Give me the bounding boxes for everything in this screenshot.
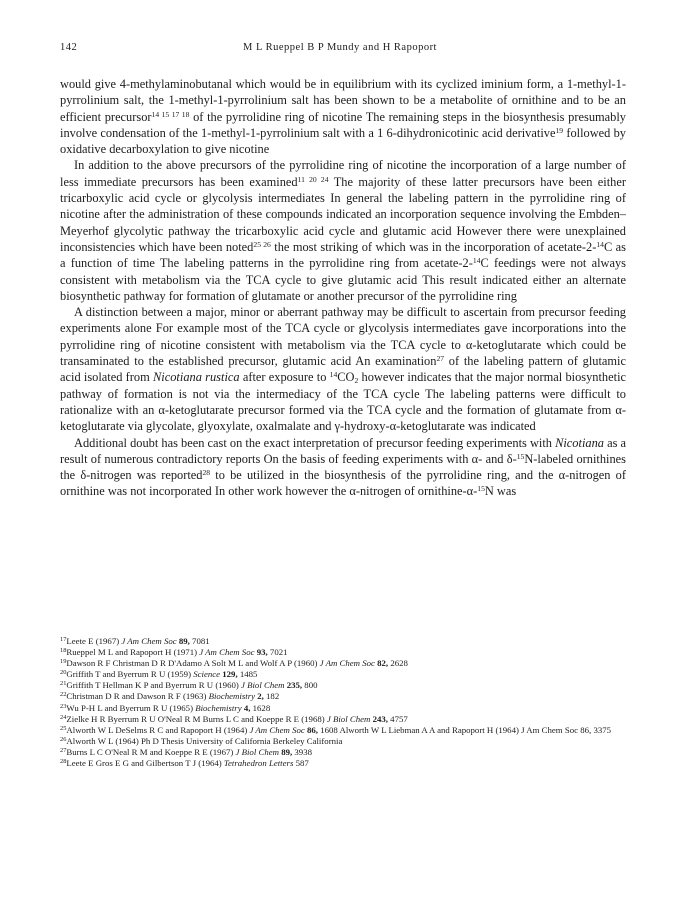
citation-superscript: 19	[555, 125, 564, 135]
citation-superscript: 28	[202, 468, 211, 478]
footnote-journal: J Am Chem Soc	[121, 636, 177, 646]
footnote	[60, 747, 626, 758]
footnote-journal: J Am Chem Soc	[319, 658, 375, 669]
paragraph-text: Additional doubt has been cast on the exact interpretation of precursor feeding experiments with	[74, 435, 556, 450]
footnote	[60, 647, 626, 658]
paragraph-text: however indicates that the major normal biosynthetic pathway of formation is not via the intermediacy of the TCA cycle The labeling patterns were difficult to rationalize with an α-ketoglutarate precursor formed via the TCA cycle and the formation of glutamate from α-ketoglutarate via glycolate, glyoxylate, oxalmalate and γ-hydroxy-α-ketoglutarate was indicated	[60, 370, 627, 434]
footnote-number: 28	[60, 758, 67, 766]
footnote-pages: 7021	[267, 647, 288, 658]
footnote-pages: 1628	[250, 702, 271, 713]
paragraph-text: CO	[337, 370, 355, 385]
paragraph-text: would give 4-methylaminobutanal which would be in equilibrium with its cyclized iminium form, a 1-methyl-1-pyrrolinium salt, the 1-methyl-1-pyrrolinium salt has been shown to be a metabolite of ornithine and to be an efficient precursor	[60, 77, 626, 124]
footnote-number: 20	[60, 669, 67, 677]
isotope-superscript: 15	[477, 484, 485, 494]
citation-superscript: 27	[436, 354, 445, 364]
footnote-pages: 587	[293, 758, 309, 769]
footnote-volume: 93,	[254, 647, 268, 658]
isotope-superscript: 14	[596, 239, 604, 249]
footnote-journal: Biochemistry	[208, 691, 256, 702]
paragraph-text: as a result of numerous contradictory reports On the basis of feeding experiments with α- and δ-	[60, 435, 626, 466]
footnote-volume: 235,	[284, 680, 303, 691]
footnote	[60, 714, 626, 725]
paragraph-text: C as a function of time The labeling patterns in the pyrrolidine ring from acetate-2-	[60, 239, 626, 271]
footnote-number: 24	[60, 713, 67, 721]
paragraph-text: In addition to the above precursors of the pyrrolidine ring of nicotine the incorporation of a large number of less immediate precursors has been examined	[60, 158, 626, 189]
footnote-journal: J Biol Chem	[241, 680, 285, 691]
isotope-superscript: 15	[516, 451, 525, 461]
page-header	[60, 42, 620, 58]
footnote-authors: Alworth W L DeSelms R C and Rapoport H (1964)	[66, 724, 250, 735]
citation-superscript: 11 20 24	[297, 174, 329, 184]
footnote	[60, 669, 626, 680]
footnote-pages: 1485	[237, 669, 258, 680]
paragraph-3	[60, 304, 626, 434]
footnotes	[60, 636, 626, 769]
paragraph-text: C feedings were not always consistent with metabolism via the TCA cycle to give glutamic acid This result indicated either an alternate biosynthetic pathway for formation of glutamate or another precursor of the pyrrolidine ring	[60, 256, 626, 303]
citation-superscript: 25 26	[253, 239, 271, 249]
species-name: Nicotiana rustica	[153, 370, 240, 385]
paragraph-text: N-labeled ornithines the δ-nitrogen was reported	[60, 451, 626, 483]
footnote-pages: 800	[302, 680, 318, 691]
footnote-number: 27	[60, 746, 67, 754]
citation-superscript: 14 15 17 18	[151, 109, 190, 119]
footnote-volume: 4,	[241, 702, 251, 713]
footnote-authors: Christman D R and Dawson R F (1963)	[66, 691, 209, 702]
paragraph-text: the most striking of which was in the incorporation of acetate-2-	[270, 239, 597, 254]
footnote	[60, 736, 626, 747]
footnote-pages: 2628	[388, 658, 408, 669]
paragraph-text: of the pyrrolidine ring of nicotine The remaining steps in the biosynthesis presumably involve condensation of the 1-methyl-1-pyrrolinium salt with a 1 6-dihydronicotinic acid derivative	[60, 109, 626, 140]
footnote-journal: J Am Chem Soc	[249, 724, 305, 735]
paragraph-text: followed by oxidative decarboxylation to give nicotine	[60, 125, 626, 157]
footnote-number: 19	[60, 658, 67, 666]
paragraph-2	[60, 157, 626, 304]
footnote-journal: Tetrahedron Letters	[223, 758, 294, 769]
footnote-pages: 3938	[292, 746, 312, 757]
running-head: M L Rueppel B P Mundy and H Rapoport	[243, 42, 437, 53]
footnote-authors: Alworth W L (1964) Ph D Thesis University of California Berkeley California	[66, 735, 343, 746]
footnote-authors: Griffith T Hellman K P and Byerrum R U (1960)	[66, 680, 242, 691]
footnote-authors: Dawson R F Christman D R D'Adamo A Solt M L and Wolf A P (1960)	[66, 658, 320, 669]
footnote-number: 18	[60, 647, 67, 655]
subscript: 2	[354, 376, 359, 386]
footnote-pages: 7081	[189, 636, 210, 646]
footnote-authors: Rueppel M L and Rapoport H (1971)	[66, 647, 200, 658]
footnote-number: 23	[60, 702, 67, 710]
footnote-volume: 89,	[279, 746, 293, 757]
paragraph-text: The majority of these latter precursors have been either tricarboxylic acid cycle or glycolysis intermediates In general the labeling pattern in the pyrrolidine ring of nicotine after the administration of these compounds indicated an incorporation sequence involving the Embden–Meyerhof glycolytic pathway the tricarboxylic acid cycle and glutamic acid However there were unexplained inconsistencies which have been noted	[60, 174, 627, 254]
footnote-pages: 182	[263, 691, 280, 702]
footnote-pages: 4757	[387, 713, 408, 724]
footnote-journal: J Biol Chem	[326, 713, 371, 724]
footnote-authors: Griffith T and Byerrum R U (1959)	[66, 669, 194, 680]
paragraph-text: A distinction between a major, minor or aberrant pathway may be difficult to ascertain from precursor feeding experiments alone For example most of the TCA cycle or glycolysis intermediates gave incorporations into the pyrrolidine ring of nicotine consistent with metabolism via the TCA cycle to α-ketoglutarate which could be transaminated to the established precursor, glutamic acid An examination	[60, 305, 626, 369]
footnote	[60, 636, 626, 647]
footnote-volume: 89,	[176, 636, 190, 646]
footnote-authors: Burns L C O'Neal R M and Koeppe R E (1967)	[66, 746, 236, 757]
footnote-journal: J Am Chem Soc	[199, 647, 255, 658]
page-number: 142	[60, 42, 78, 53]
paragraph-text: N was	[484, 484, 517, 499]
paragraph-text: to be utilized in the biosynthesis of the pyrrolidine ring, and the α-nitrogen of ornithine was not incorporated In other work however the α-nitrogen of ornithine-α-	[60, 468, 626, 499]
footnote-number: 25	[60, 724, 67, 732]
isotope-superscript: 14	[472, 256, 481, 266]
footnote-volume: 243,	[370, 713, 388, 724]
paragraph-1	[60, 76, 626, 157]
footnote-journal: Science	[193, 669, 221, 680]
footnote-number: 21	[60, 680, 67, 688]
body-text	[60, 76, 626, 500]
footnote-number: 26	[60, 735, 67, 743]
footnote-journal: J Biol Chem	[235, 746, 279, 757]
footnote-volume: 86,	[304, 724, 318, 735]
genus-name: Nicotiana	[555, 435, 604, 450]
footnote	[60, 680, 626, 691]
footnote-number: 22	[60, 691, 67, 699]
footnote-authors: Leete E (1967)	[66, 636, 122, 646]
footnote-pages: 1608 Alworth W L Liebman A A and Rapoport H (1964) J Am Chem Soc 86, 3375	[317, 724, 612, 735]
paragraph-text: of the labeling pattern of glutamic acid isolated from	[60, 354, 626, 385]
footnote-authors: Leete E Gros E G and Gilbertson T J (1964)	[66, 758, 224, 769]
footnote-journal: Biochemistry	[195, 702, 242, 713]
footnote	[60, 691, 626, 702]
footnote	[60, 658, 626, 669]
footnote	[60, 725, 626, 736]
paragraph-text: after exposure to	[239, 370, 330, 385]
paragraph-4	[60, 435, 626, 500]
isotope-superscript: 14	[329, 370, 338, 380]
footnote	[60, 703, 626, 714]
footnote-authors: Wu P-H L and Byerrum R U (1965)	[66, 702, 196, 713]
footnote	[60, 758, 626, 769]
footnote-volume: 2,	[255, 691, 264, 702]
footnote-authors: Zielke H R Byerrum R U O'Neal R M Burns L C and Koeppe R E (1968)	[66, 713, 327, 724]
footnote-volume: 129,	[220, 669, 238, 680]
footnote-number: 17	[60, 636, 67, 643]
footnote-volume: 82,	[374, 658, 389, 669]
